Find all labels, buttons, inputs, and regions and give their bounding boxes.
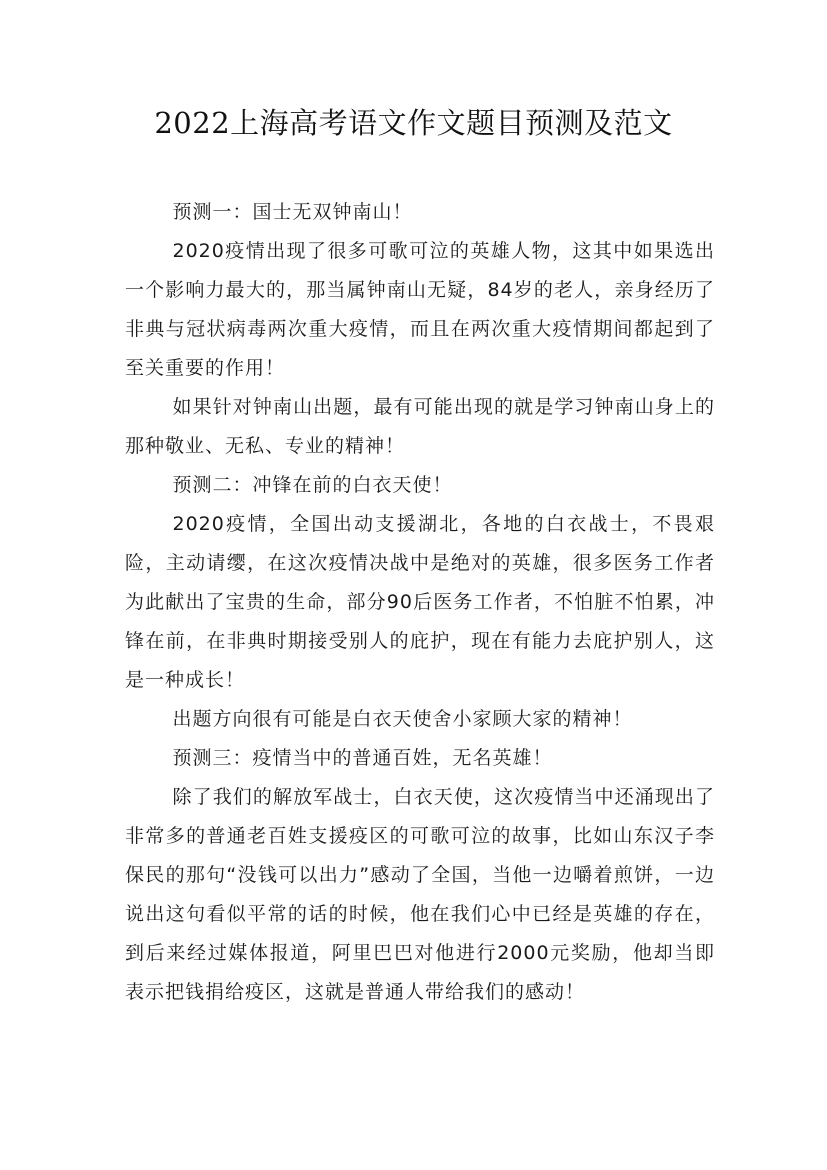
paragraph-prediction-2-heading: 预测二：冲锋在前的白衣天使！: [172, 474, 453, 496]
paragraph-prediction-1-direction: 如果针对钟南山出题，最有可能出现的就是学习钟南山身上的那种敬业、无私、专业的精神！: [125, 396, 715, 457]
paragraph-prediction-1-body: 2020疫情出现了很多可歌可泣的英雄人物，这其中如果选出一个影响力最大的，那当属钟南山无疑，84岁的老人，亲身经历了非典与冠状病毒两次重大疫情，而且在两次重大疫情期间都起到了至关重要的作用！: [125, 240, 715, 379]
paragraph-prediction-2-body: 2020疫情，全国出动支援湖北，各地的白衣战士，不畏艰险，主动请缨，在这次疫情决战中是绝对的英雄，很多医务工作者为此献出了宝贵的生命，部分90后医务工作者，不怕脏不怕累，冲锋在前，在非典时期接受别人的庇护，现在有能力去庇护别人，这是一种成长！: [125, 513, 715, 691]
paragraph-prediction-1-heading: 预测一：国士无双钟南山！: [172, 201, 413, 223]
paragraph-prediction-3-heading: 预测三：疫情当中的普通百姓，无名英雄！: [172, 747, 553, 769]
document-title: 2022上海高考语文作文题目预测及范文: [154, 106, 673, 140]
paragraph-prediction-2-direction: 出题方向很有可能是白衣天使舍小家顾大家的精神！: [172, 708, 633, 730]
paragraph-prediction-3-body: 除了我们的解放军战士，白衣天使，这次疫情当中还涌现出了非常多的普通老百姓支援疫区的可歌可泣的故事，比如山东汉子李保民的那句“没钱可以出力”感动了全国，当他一边嚼着煎饼，一边说出这句看似平常的话的时候，他在我们心中已经是英雄的存在，到后来经过媒体报道，阿里巴巴对他进行2000元奖励，他却当即表示把钱捐给疫区，这就是普通人带给我们的感动！: [125, 786, 715, 1003]
document-body: [125, 193, 715, 1012]
